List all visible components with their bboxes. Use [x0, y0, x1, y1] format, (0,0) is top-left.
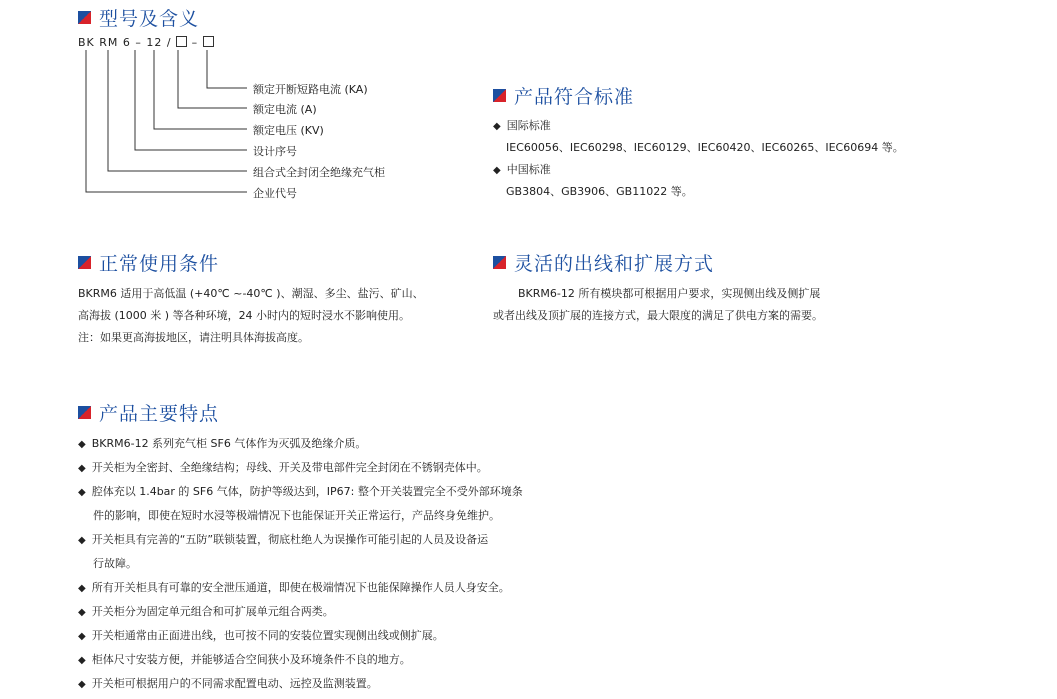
conditions-section-title [78, 249, 219, 276]
standard-cn-label: ◆ 中国标准 [493, 159, 551, 182]
feature-item: ◆ 柜体尺寸安装方便，并能够适合空间狭小及环境条件不良的地方。 [78, 649, 411, 672]
model-section-title-text: 型号及含义 [99, 8, 200, 30]
code-part-bk: BK [78, 36, 95, 49]
code-part-dash: – [135, 36, 142, 49]
code-part-dash2: – [191, 36, 199, 49]
feature-item: ◆ 开关柜为全密封、全绝缘结构；母线、开关及带电部件完全封闭在不锈钢壳体中。 [78, 457, 488, 480]
flex-section-title-text: 灵活的出线和扩展方式 [514, 253, 715, 275]
feature-item: ◆ 开关柜分为固定单元组合和可扩展单元组合两类。 [78, 601, 334, 624]
features-section-title-text: 产品主要特点 [99, 403, 220, 425]
feature-item-continued: 件的影响，即使在短时水浸等极端情况下也能保证开关正常运行，产品终身免维护。 [93, 509, 500, 522]
section-marker-icon [493, 89, 506, 102]
standard-cn-detail: GB3804、GB3906、GB11022 等。 [506, 185, 693, 198]
features-section-title [78, 399, 219, 426]
feature-item-continued: 行故障。 [93, 557, 137, 570]
code-part-rm: RM [99, 36, 119, 49]
flex-line-2: 或者出线及顶扩展的连接方式，最大限度的满足了供电方案的需要。 [493, 309, 823, 322]
code-part-12: 12 [146, 36, 163, 49]
feature-item: ◆ 开关柜具有完善的“五防”联锁装置，彻底杜绝人为误操作可能引起的人员及设备运 [78, 529, 488, 552]
section-marker-icon [78, 256, 91, 269]
section-marker-icon [493, 256, 506, 269]
legend-breaking-current: 额定开断短路电流 (KA) [253, 83, 368, 96]
conditions-note: 注：如果更高海拔地区，请注明具体海拔高度。 [78, 331, 309, 344]
flex-section-title [493, 249, 714, 276]
standards-section-title [493, 82, 634, 109]
code-part-slash: / [166, 36, 172, 49]
feature-item: ◆ BKRM6-12 系列充气柜 SF6 气体作为灭弧及绝缘介质。 [78, 433, 366, 456]
conditions-line-2: 高海拔 (1000 米 ) 等各种环境，24 小时内的短时浸水不影响使用。 [78, 309, 411, 322]
legend-rated-voltage: 额定电压 (KV) [253, 124, 324, 137]
conditions-line-1: BKRM6 适用于高低温 (+40℃ ~-40℃ )、潮湿、多尘、盐污、矿山、 [78, 287, 424, 300]
standards-section-title-text: 产品符合标准 [514, 86, 635, 108]
standard-intl-detail: IEC60056、IEC60298、IEC60129、IEC60420、IEC60265、IEC60694 等。 [506, 141, 904, 154]
legend-cabinet-type: 组合式全封闭全绝缘充气柜 [253, 166, 385, 179]
feature-item: ◆ 开关柜通常由正面进出线，也可按不同的安装位置实现侧出线或侧扩展。 [78, 625, 444, 648]
conditions-section-title-text: 正常使用条件 [99, 253, 220, 275]
feature-item: ◆ 开关柜可根据用户的不同需求配置电动、远控及监测装置。 [78, 673, 378, 696]
section-marker-icon [78, 406, 91, 419]
flex-line-1: BKRM6-12 所有模块都可根据用户要求，实现侧出线及侧扩展 [518, 287, 821, 300]
code-part-6: 6 [122, 36, 131, 49]
legend-rated-current: 额定电流 (A) [253, 103, 317, 116]
feature-item: ◆ 腔体充以 1.4bar 的 SF6 气体，防护等级达到，IP67: 整个开关装置完全不受外部环境条 [78, 481, 523, 504]
legend-company-code: 企业代号 [253, 187, 297, 200]
legend-design-number: 设计序号 [253, 145, 297, 158]
feature-item: ◆ 所有开关柜具有可靠的安全泄压通道，即使在极端情况下也能保障操作人员人身安全。 [78, 577, 510, 600]
standard-intl-label: ◆ 国际标准 [493, 115, 551, 138]
